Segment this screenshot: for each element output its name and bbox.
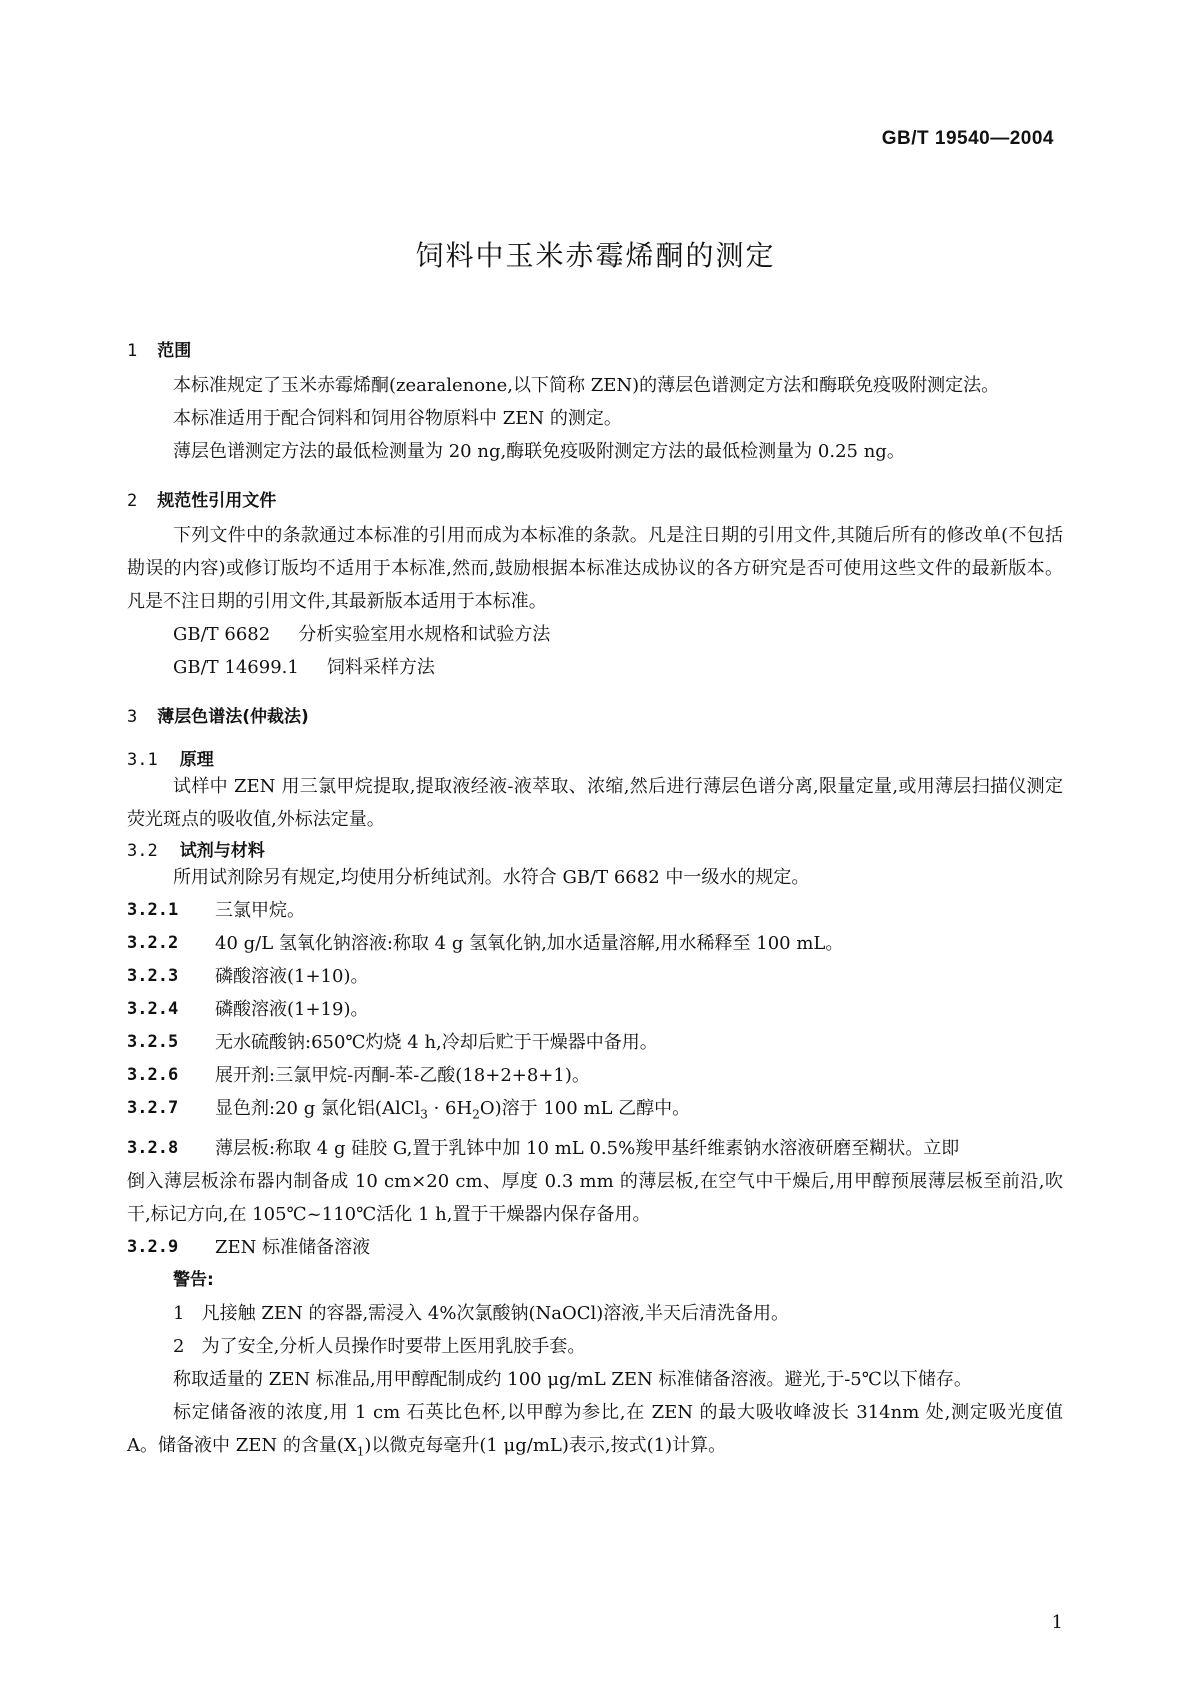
- list-item: 3.2.2 40 g/L 氢氧化钠溶液:称取 4 g 氢氧化钠,加水适量溶解,用水稀释至 100 mL。: [127, 933, 844, 954]
- list-item: 3.2.5 无水硫酸钠:650℃灼烧 4 h,冷却后贮于干燥器中备用。: [127, 1032, 658, 1053]
- section-1-heading: [127, 336, 1063, 361]
- list-item: 3.2.7 显色剂:20 g 氯化铝(AlCl$_3$ · $6H_2O$)溶于 100 mL 乙醇中。: [127, 1098, 691, 1122]
- reference-name: 分析实验室用水规格和试验方法: [298, 624, 551, 645]
- subsection-title: 原理: [179, 750, 214, 770]
- section-title: 范围: [157, 341, 192, 361]
- list-item: 3.2.9 ZEN 标准储备溶液: [127, 1236, 371, 1258]
- warning-item: 2 为了安全,分析人员操作时要带上医用乳胶手套。: [173, 1335, 586, 1357]
- section-number: 1: [127, 341, 138, 361]
- reference-code: GB/T 6682: [173, 624, 271, 645]
- page-number: 1: [1051, 1612, 1063, 1633]
- reference-item: [127, 651, 1063, 684]
- section-title: 规范性引用文件: [157, 491, 277, 511]
- document-title: 饲料中玉米赤霉烯酮的测定: [415, 239, 776, 272]
- list-item: 3.2.1 三氯甲烷。: [127, 900, 305, 921]
- section-number: 3: [127, 707, 138, 727]
- paragraph: 下列文件中的条款通过本标准的引用而成为本标准的条款。凡是注日期的引用文件,其随后所有的修改单(不包括勘误的内容)或修订版均不适用于本标准,然而,鼓励根据本标准达成协议的各方研究是否可使用这些文件的最新版本。凡是不注日期的引用文件,其最新版本适用于本标准。: [127, 525, 1063, 612]
- subsection-title: 试剂与材料: [179, 841, 265, 861]
- standard-number: GB/T 19540—2004: [881, 128, 1054, 149]
- subsection-3-2-heading: [127, 836, 1063, 861]
- warning-label: 警告:: [173, 1269, 214, 1290]
- reference-name: 饲料采样方法: [326, 657, 435, 678]
- document-body: [127, 336, 1063, 1468]
- list-item: 3.2.3 磷酸溶液(1+10)。: [127, 966, 369, 987]
- paragraph-continuation: 倒入薄层板涂布器内制备成 10 cm×20 cm、厚度 0.3 mm 的薄层板,在空气中干燥后,用甲醇预展薄层板至前沿,吹干,标记方向,在 105℃~110℃活化 1 h,置于干燥器内保存备用。: [127, 1170, 1063, 1225]
- paragraph: 标定储备液的浓度,用 1 cm 石英比色杯,以甲醇为参比,在 ZEN 的最大吸收峰波长 314nm 处,测定吸光度值 A。储备液中 ZEN 的含量$(X_1)$以微克每毫升(1 μg/mL)表示,按式(1)计算。: [127, 1401, 1063, 1459]
- list-item: 3.2.4 磷酸溶液(1+19)。: [127, 999, 369, 1020]
- warning-item: 1 凡接触 ZEN 的容器,需浸入 4%次氯酸钠(NaOCl)溶液,半天后清洗备用。: [173, 1302, 789, 1324]
- paragraph: 本标准适用于配合饲料和饲用谷物原料中 ZEN 的测定。: [173, 408, 622, 429]
- list-item: 3.2.8 薄层板:称取 4 g 硅胶 G,置于乳钵中加 10 mL 0.5%羧甲基纤维素钠水溶液研磨至糊状。立即: [127, 1137, 960, 1159]
- section-2-heading: [127, 486, 1063, 511]
- subsection-3-1-heading: [127, 745, 1063, 770]
- paragraph: 薄层色谱测定方法的最低检测量为 20 ng,酶联免疫吸附测定方法的最低检测量为 0.25 ng。: [173, 441, 905, 462]
- paragraph: 所用试剂除另有规定,均使用分析纯试剂。水符合 GB/T 6682 中一级水的规定。: [173, 867, 810, 888]
- reference-item: [127, 618, 1063, 651]
- paragraph: 试样中 ZEN 用三氯甲烷提取,提取液经液-液萃取、浓缩,然后进行薄层色谱分离,限量定量,或用薄层扫描仪测定荧光斑点的吸收值,外标法定量。: [127, 776, 1063, 830]
- reference-code: GB/T 14699.1: [173, 657, 299, 678]
- list-item: 3.2.6 展开剂:三氯甲烷-丙酮-苯-乙酸(18+2+8+1)。: [127, 1065, 590, 1086]
- subsection-number: 3.1: [127, 750, 158, 770]
- paragraph: 本标准规定了玉米赤霉烯酮(zearalenone,以下简称 ZEN)的薄层色谱测定方法和酶联免疫吸附测定法。: [173, 375, 1000, 396]
- section-title: 薄层色谱法(仲裁法): [157, 707, 309, 727]
- paragraph: 称取适量的 ZEN 标准品,用甲醇配制成约 100 μg/mL ZEN 标准储备溶液。避光,于-5℃以下储存。: [173, 1368, 972, 1390]
- subsection-number: 3.2: [127, 841, 158, 861]
- section-3-heading: [127, 702, 1063, 727]
- section-number: 2: [127, 491, 138, 511]
